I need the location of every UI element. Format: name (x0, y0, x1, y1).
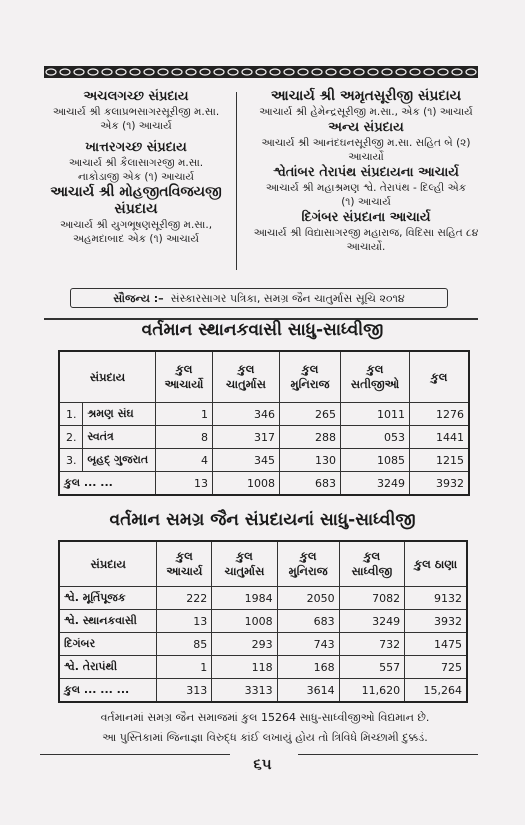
ornament-link (340, 69, 350, 75)
header-sampradaya: સંપ્રદાય (59, 541, 157, 587)
header-satijio: કુલ સતીજીઓ (341, 351, 410, 403)
sampradaya-detail: આચાર્ય શ્રી વિદ્યાસાગરજી મહારાજ, વિદિસા સહિત ૮૪ (253, 227, 479, 239)
sampradaya-detail: આચાર્યો. (346, 241, 386, 253)
sampradaya-detail: આચાર્ય શ્રી કલાપ્રભસાગરસૂરીજી મ.સા. (52, 106, 220, 118)
column-divider (236, 92, 237, 270)
row-label: શ્વે. તેરાપંથી (59, 656, 157, 679)
table-row (59, 403, 469, 426)
total-row (59, 472, 469, 496)
row-value: 683 (277, 610, 339, 633)
table2-title: વર્તમાન સમગ્ર જૈન સંપ્રદાયનાં સાધુ-સાધ્વીજી (109, 510, 416, 530)
ornament-link (326, 69, 336, 75)
table-row (59, 449, 469, 472)
sampradaya-detail: આચાર્ય શ્રી મહાશ્રમણ શ્વે. તેરાપંથ - દિલ્હી એક (265, 182, 467, 194)
table-row (59, 656, 467, 679)
courtesy-label: સૌજન્ય :– (113, 292, 164, 305)
row-value: 1011 (341, 403, 410, 426)
row-label: શ્વે. સ્થાનકવાસી (59, 610, 157, 633)
total-value: 3614 (277, 679, 339, 703)
ornament-link (382, 69, 392, 75)
row-number: 2. (59, 426, 83, 449)
right-column (241, 88, 491, 254)
header-chaturmas: કુલ ચાતુર્માસ (213, 351, 280, 403)
ornament-link (116, 69, 126, 75)
left-column (36, 88, 236, 246)
courtesy-text: સંસ્કારસાગર પત્રિકા, સમગ્ર જૈન ચાતુર્માસ સૂચિ ૨૦૧૪ (170, 292, 405, 305)
ornament-link (452, 69, 462, 75)
ornament-link (60, 69, 70, 75)
header-total: કુલ (410, 351, 470, 403)
row-value: 317 (213, 426, 280, 449)
total-value: 3932 (410, 472, 470, 496)
ornament-link (46, 69, 56, 75)
row-label: શ્રમણ સંઘ (83, 403, 156, 426)
sampradaya-detail: અહમદાબાદ એક (૧) આચાર્ય (72, 233, 200, 245)
row-value: 345 (213, 449, 280, 472)
ornament-link (298, 69, 308, 75)
row-value: 1276 (410, 403, 470, 426)
ornament-link (424, 69, 434, 75)
sampradaya-detail: આચાર્યો (348, 151, 384, 163)
row-label: શ્વે. મૂર્તિપૂજક (59, 587, 157, 610)
table-row (59, 426, 469, 449)
header-thana: કુલ ઠાણા (405, 541, 467, 587)
row-value: 3932 (405, 610, 467, 633)
row-value: 1441 (410, 426, 470, 449)
header-muniraj: કુલ મુનિરાજ (280, 351, 341, 403)
ornament-link (228, 69, 238, 75)
row-value: 7082 (339, 587, 405, 610)
row-value: 118 (212, 656, 277, 679)
page-number: ૬૫ (253, 755, 272, 773)
sampradaya-detail: નાકોડાજી એક (૧) આચાર્ય (78, 171, 194, 183)
row-value: 222 (157, 587, 212, 610)
row-label: દિગંબર (59, 633, 157, 656)
ornament-link (242, 69, 252, 75)
row-value: 1475 (405, 633, 467, 656)
row-value: 346 (213, 403, 280, 426)
table-header-row (59, 351, 469, 403)
sampradaya-heading: ખાત્તરગચ્છ સંપ્રદાય (85, 140, 187, 155)
sampradaya-heading: શ્વેતાંબર તેરાપંથ સંપ્રદાયના આચાર્ય (273, 165, 459, 180)
total-value: 11,620 (339, 679, 405, 703)
row-label: સ્વતંત્ર (83, 426, 156, 449)
total-row (59, 679, 467, 703)
row-value: 293 (212, 633, 277, 656)
header-muniraj: કુલ મુનિરાજ (277, 541, 339, 587)
row-value: 1984 (212, 587, 277, 610)
ornament-link (172, 69, 182, 75)
row-value: 13 (157, 610, 212, 633)
ornamental-border (44, 66, 478, 78)
sampradaya-columns (36, 88, 486, 288)
row-value: 053 (341, 426, 410, 449)
ornament-link (88, 69, 98, 75)
row-value: 1215 (410, 449, 470, 472)
table-row (59, 587, 467, 610)
ornament-link (354, 69, 364, 75)
ornament-link (410, 69, 420, 75)
row-value: 1 (157, 656, 212, 679)
row-value: 2050 (277, 587, 339, 610)
ornament-link (312, 69, 322, 75)
header-sampradaya: સંપ્રદાય (59, 351, 156, 403)
sampradaya-detail: આચાર્ય શ્રી આનંદઘનસૂરીજી મ.સા. સહિત બે (૨) (261, 137, 471, 149)
ornament-link (74, 69, 84, 75)
row-label: બૃહદ્ ગુજરાત (83, 449, 156, 472)
sampradaya-heading: દિગંબર સંપ્રદાના આચાર્ય (301, 210, 431, 225)
row-value: 3249 (339, 610, 405, 633)
sampradaya-heading: આચાર્ય શ્રી મોહજીતવિજયજી (50, 184, 222, 200)
ornament-link (256, 69, 266, 75)
table-row (59, 633, 467, 656)
row-value: 743 (277, 633, 339, 656)
row-value: 265 (280, 403, 341, 426)
total-label: કુલ ... ... ... (59, 679, 157, 703)
row-value: 1 (156, 403, 213, 426)
total-value: 1008 (213, 472, 280, 496)
ornament-link (158, 69, 168, 75)
sampradaya-detail: એક (૧) આચાર્ય (100, 120, 172, 132)
row-value: 8 (156, 426, 213, 449)
ornament-link (368, 69, 378, 75)
row-number: 3. (59, 449, 83, 472)
samagra-jain-table (58, 540, 468, 703)
total-value: 683 (280, 472, 341, 496)
header-sadhviji: કુલ સાધ્વીજી (339, 541, 405, 587)
ornament-link (396, 69, 406, 75)
row-value: 168 (277, 656, 339, 679)
total-value: 13 (156, 472, 213, 496)
summary-note: વર્તમાનમાં સમગ્ર જૈન સમાજમાં કુલ 15264 સાધુ-સાધ્વીજીઓ વિદ્યમાન છે. (100, 711, 430, 724)
total-value: 3249 (341, 472, 410, 496)
ornament-link (186, 69, 196, 75)
sampradaya-heading: આચાર્ય શ્રી અમૃતસૂરીજી સંપ્રદાય (270, 88, 462, 104)
table1-title: વર્તમાન સ્થાનકવાસી સાધુ-સાધ્વીજી (141, 320, 384, 340)
sampradaya-detail: આચાર્ય શ્રી યુગભૂષણસૂરીજી મ.સા., (59, 219, 213, 231)
ornament-link (284, 69, 294, 75)
ornament-link (270, 69, 280, 75)
total-label: કુલ ... ... (59, 472, 156, 496)
total-value: 3313 (212, 679, 277, 703)
header-chaturmas: કુલ ચાતુર્માસ (212, 541, 277, 587)
header-acharya: કુલ આચાર્યો (156, 351, 213, 403)
row-number: 1. (59, 403, 83, 426)
total-value: 15,264 (405, 679, 467, 703)
table-header-row (59, 541, 467, 587)
row-value: 1008 (212, 610, 277, 633)
sampradaya-detail: (૧) આચાર્ય (341, 196, 391, 208)
sampradaya-detail: આચાર્ય શ્રી કૈલાસાગરજી મ.સા. (68, 157, 204, 169)
row-value: 1085 (341, 449, 410, 472)
ornament-link (438, 69, 448, 75)
sampradaya-heading: અચલગચ્છ સંપ્રદાય (83, 89, 189, 104)
total-value: 313 (157, 679, 212, 703)
row-value: 9132 (405, 587, 467, 610)
header-acharya: કુલ આચાર્ય (157, 541, 212, 587)
sampradaya-heading: સંપ્રદાય (114, 201, 158, 217)
ornament-link (466, 69, 476, 75)
row-value: 557 (339, 656, 405, 679)
courtesy-box (70, 288, 448, 308)
ornament-link (200, 69, 210, 75)
row-value: 85 (157, 633, 212, 656)
row-value: 288 (280, 426, 341, 449)
row-value: 732 (339, 633, 405, 656)
sampradaya-detail: આચાર્ય શ્રી હેમેન્દ્રસૂરીજી મ.સા., એક (૧) આચાર્ય (259, 106, 473, 118)
ornament-link (102, 69, 112, 75)
ornament-link (130, 69, 140, 75)
sampradaya-heading: અન્ય સંપ્રદાય (328, 120, 404, 135)
row-value: 4 (156, 449, 213, 472)
sthanakvasi-table (58, 350, 470, 496)
table-row (59, 610, 467, 633)
ornament-link (214, 69, 224, 75)
row-value: 725 (405, 656, 467, 679)
ornament-link (144, 69, 154, 75)
apology-note: આ પુસ્તિકામાં જિનાજ્ઞા વિરુદ્ધ કાંઈ લખાયું હોય તો ત્રિવિધે મિચ્છામી દુક્કડં. (102, 731, 428, 744)
row-value: 130 (280, 449, 341, 472)
